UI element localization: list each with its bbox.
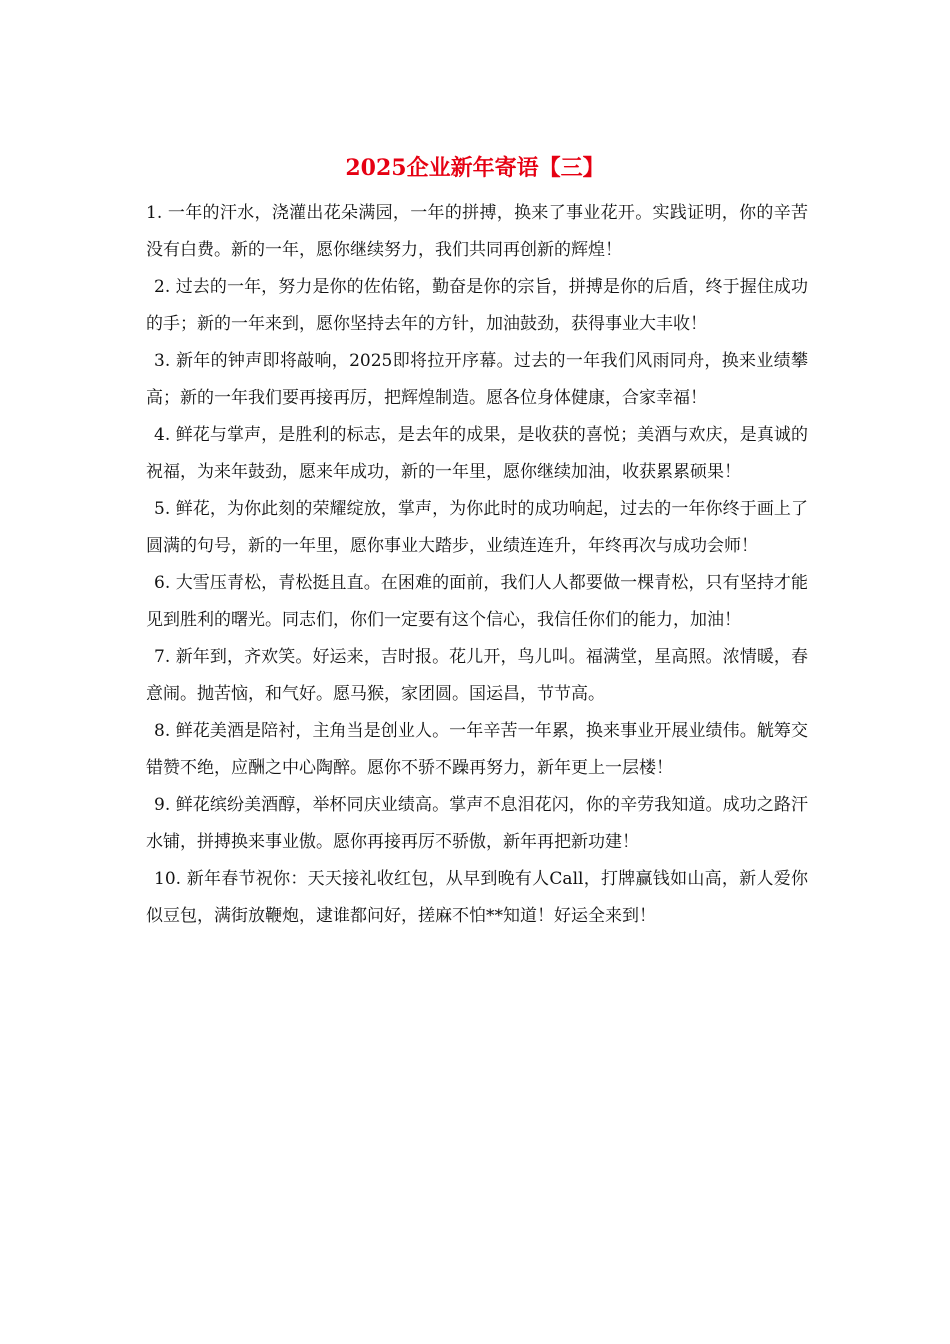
greeting-item-4: 4. 鲜花与掌声，是胜利的标志，是去年的成果，是收获的喜悦；美酒与欢庆，是真诚的祝福，为来年鼓劲，愿来年成功，新的一年里，愿你继续加油，收获累累硕果！: [146, 425, 808, 482]
document-title: 2025企业新年寄语【三】: [345, 155, 605, 181]
greeting-item-5: 5. 鲜花，为你此刻的荣耀绽放，掌声，为你此时的成功响起，过去的一年你终于画上了圆满的句号，新的一年里，愿你事业大踏步，业绩连连升，年终再次与成功会师！: [146, 499, 808, 556]
document-body: [146, 195, 808, 935]
greeting-item-3: 3. 新年的钟声即将敲响，2025即将拉开序幕。过去的一年我们风雨同舟，换来业绩攀高；新的一年我们要再接再厉，把辉煌制造。愿各位身体健康，合家幸福！: [146, 351, 808, 408]
greeting-item-8: 8. 鲜花美酒是陪衬，主角当是创业人。一年辛苦一年累，换来事业开展业绩伟。觥筹交错赞不绝，应酬之中心陶醉。愿你不骄不躁再努力，新年更上一层楼！: [146, 721, 808, 778]
greeting-item-2: 2. 过去的一年，努力是你的佐佑铭，勤奋是你的宗旨，拼搏是你的后盾，终于握住成功的手；新的一年来到，愿你坚持去年的方针，加油鼓劲，获得事业大丰收！: [146, 277, 808, 334]
greeting-item-6: 6. 大雪压青松，青松挺且直。在困难的面前，我们人人都要做一棵青松，只有坚持才能见到胜利的曙光。同志们，你们一定要有这个信心，我信任你们的能力，加油！: [146, 573, 808, 630]
greeting-item-10: 10. 新年春节祝你：天天接礼收红包，从早到晚有人Call，打牌赢钱如山高，新人爱你似豆包，满街放鞭炮，逮谁都问好，搓麻不怕**知道！好运全来到！: [146, 869, 808, 926]
greeting-item-9: 9. 鲜花缤纷美酒醇，举杯同庆业绩高。掌声不息泪花闪，你的辛劳我知道。成功之路汗水铺，拼搏换来事业傲。愿你再接再厉不骄傲，新年再把新功建！: [146, 795, 808, 852]
greeting-item-1: 1. 一年的汗水，浇灌出花朵满园，一年的拼搏，换来了事业花开。实践证明，你的辛苦没有白费。新的一年，愿你继续努力，我们共同再创新的辉煌！: [146, 203, 808, 260]
greeting-item-7: 7. 新年到，齐欢笑。好运来，吉时报。花儿开，鸟儿叫。福满堂，星高照。浓情暖，春意闹。抛苦恼，和气好。愿马猴，家团圆。国运昌，节节高。: [146, 647, 808, 704]
